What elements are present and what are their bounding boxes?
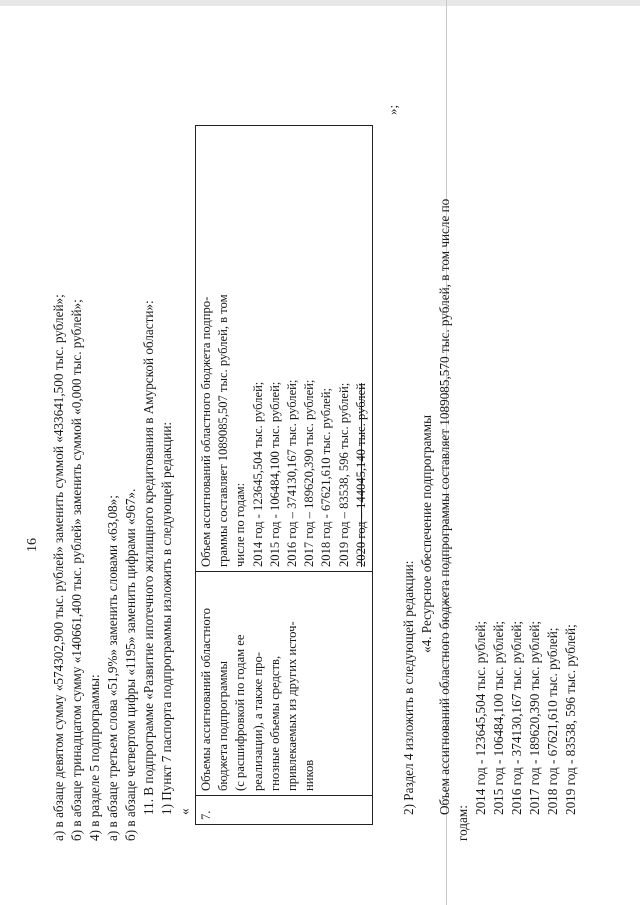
value-line: 2019 год – 83538, 596 тыс. рублей; [336, 382, 351, 567]
text-line: 2014 год - 123645,504 тыс. рублей; [473, 620, 488, 815]
text-line: 4) в разделе 5 подпрограммы: [87, 674, 102, 841]
value-line: 2015 год - 106484,100 тыс. рублей; [267, 381, 282, 567]
table-row [196, 126, 373, 825]
value-line: 2018 год - 67621,610 тыс. рублей; [319, 387, 334, 567]
row-label [196, 572, 373, 796]
page-number: 16 [25, 538, 40, 552]
label-line: гнозные объемы средств, привлекаемых из других источ- [267, 621, 300, 791]
text-line: 2019 год - 83538, 596 тыс. рублей; [563, 624, 578, 815]
value-line: граммы составляет 1089085,507 тыс. рублей, в том [216, 294, 231, 567]
text-line: 11. В подпрограмме «Развитие ипотечного жилищного кредитования в Амурской области»: [141, 300, 156, 815]
label-line: Объемы ассигнований областного бюджета подпрограммы [199, 608, 231, 791]
value-line: 2020 год – 144045,140 тыс. рублей [353, 383, 368, 567]
text-line: б) в абзаце тринадцатом сумму «140661,400 тыс. рублей» заменить суммой «0,000 тыс. рублей»; [69, 299, 84, 841]
text-line: а) в абзаце третьем слова «51,9%» заменить словами «63,08»; [105, 495, 120, 841]
text-line: 2) Раздел 4 изложить в следующей редакции: [401, 560, 416, 815]
text-line: б) в абзаце четвертом цифры «1195» заменить цифрами «967». [123, 488, 138, 841]
row-value [196, 126, 373, 572]
section-heading: «4. Ресурсное обеспечение подпрограммы [419, 415, 434, 653]
text-line: 1) Пункт 7 паспорта подпрограммы изложить в следующей редакции: [159, 421, 174, 815]
label-line: (с расшифровкой по годам ее реализации), а также про- [233, 634, 265, 791]
text-line: Объем ассигнований областного бюджета подпрограммы составляет 1089085,570 тыс. рублей, в том числе по [437, 198, 452, 815]
opening-quote: « [177, 808, 192, 815]
value-line: 2016 год – 374130,167 тыс. рублей; [285, 379, 300, 567]
passport-table [195, 125, 373, 825]
text-line: 2018 год - 67621,610 тыс. рублей; [545, 627, 560, 815]
row-number: 7. [196, 796, 373, 825]
label-line: ников [302, 759, 317, 791]
value-line: Объем ассигнований областного бюджета подпро- [199, 296, 213, 567]
text-line: 2016 год - 374130,167 тыс. рублей; [509, 620, 524, 815]
value-line: 2014 год - 123645,504 тыс. рублей; [250, 381, 265, 567]
text-line: 2015 год - 106484,100 тыс. рублей; [491, 620, 506, 815]
value-line: 2017 год – 189620,390 тыс. рублей; [302, 379, 317, 567]
text-line: а) в абзаце девятом сумму «574302,900 тыс. рублей» заменить суммой «433641,500 тыс. рублей»; [51, 294, 66, 841]
value-line: числе по годам: [233, 482, 248, 567]
closing-quote: »; [385, 104, 400, 115]
text-line: годам: [455, 805, 470, 841]
text-line: 2017 год - 189620,390 тыс. рублей; [527, 620, 542, 815]
